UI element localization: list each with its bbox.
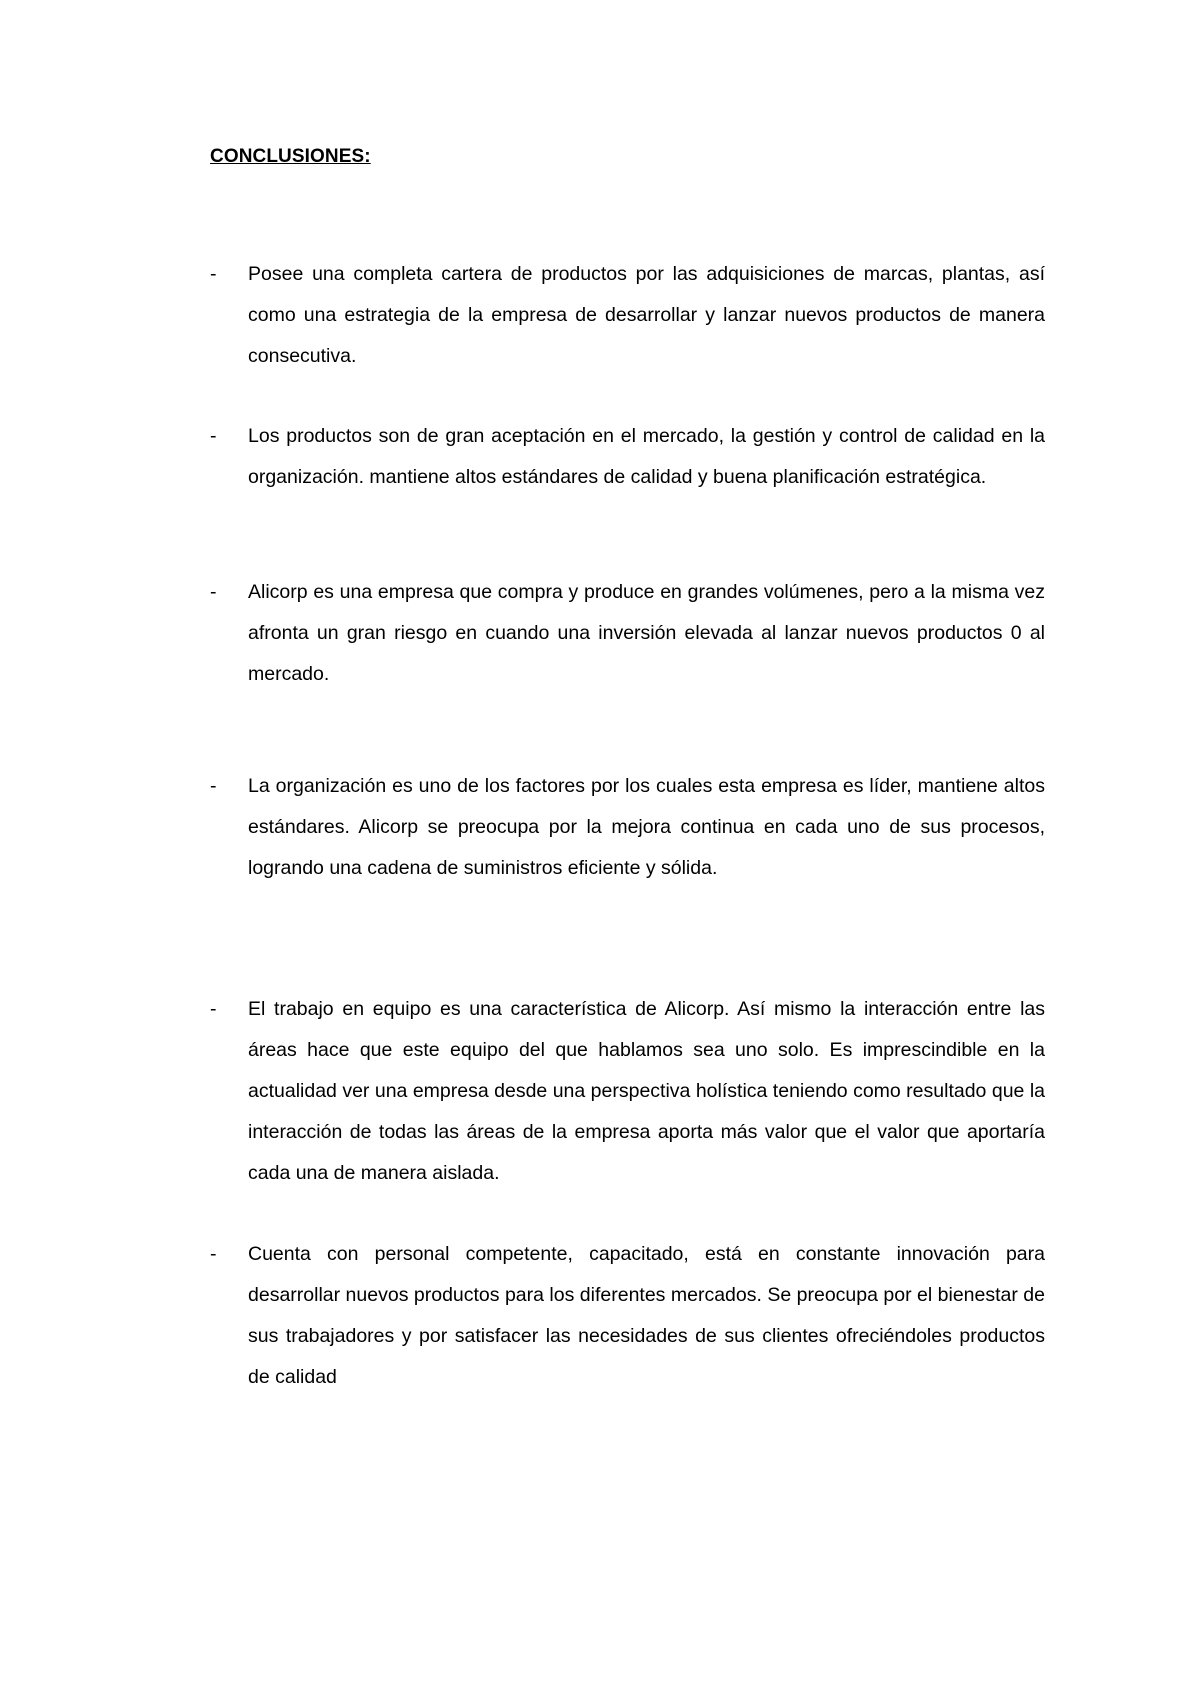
conclusion-text-5: El trabajo en equipo es una característica de Alicorp. Así mismo la interacción entre las áreas hace que este equipo del que hablamos sea uno solo. Es imprescindible en la actualidad ver una empresa desde una perspectiva holística teniendo como resultado que la interacción de todas las áreas de la empresa aporta más valor que el valor que aportaría cada una de manera aislada. xyxy=(248,998,1045,1184)
conclusion-item-6 xyxy=(210,1234,1045,1398)
bullet-marker: - xyxy=(210,425,217,447)
conclusion-text-6: Cuenta con personal competente, capacitado, está en constante innovación para desarrollar nuevos productos para los diferentes mercados. Se preocupa por el bienestar de sus trabajadores y por satisfacer las necesidades de sus clientes ofreciéndoles productos de calidad xyxy=(248,1243,1045,1388)
conclusion-item-5 xyxy=(210,989,1045,1194)
bullet-marker: - xyxy=(210,581,217,603)
bullet-marker: - xyxy=(210,998,217,1020)
page-heading: CONCLUSIONES: xyxy=(210,146,371,167)
bullet-marker: - xyxy=(210,263,217,285)
conclusion-text-2: Los productos son de gran aceptación en el mercado, la gestión y control de calidad en la organización. mantiene altos estándares de calidad y buena planificación estratégica. xyxy=(248,425,1045,488)
conclusion-item-2 xyxy=(210,416,1045,498)
conclusion-item-1 xyxy=(210,254,1045,377)
bullet-marker: - xyxy=(210,1243,217,1265)
conclusion-text-1: Posee una completa cartera de productos por las adquisiciones de marcas, plantas, así como una estrategia de la empresa de desarrollar y lanzar nuevos productos de manera consecutiva. xyxy=(248,263,1045,367)
conclusion-text-4: La organización es uno de los factores por los cuales esta empresa es líder, mantiene altos estándares. Alicorp se preocupa por la mejora continua en cada uno de sus procesos, logrando una cadena de suministros eficiente y sólida. xyxy=(248,775,1045,879)
conclusion-item-3 xyxy=(210,572,1045,695)
conclusion-item-4 xyxy=(210,766,1045,889)
bullet-marker: - xyxy=(210,775,217,797)
conclusion-text-3: Alicorp es una empresa que compra y produce en grandes volúmenes, pero a la misma vez afronta un gran riesgo en cuando una inversión elevada al lanzar nuevos productos 0 al mercado. xyxy=(248,581,1045,685)
